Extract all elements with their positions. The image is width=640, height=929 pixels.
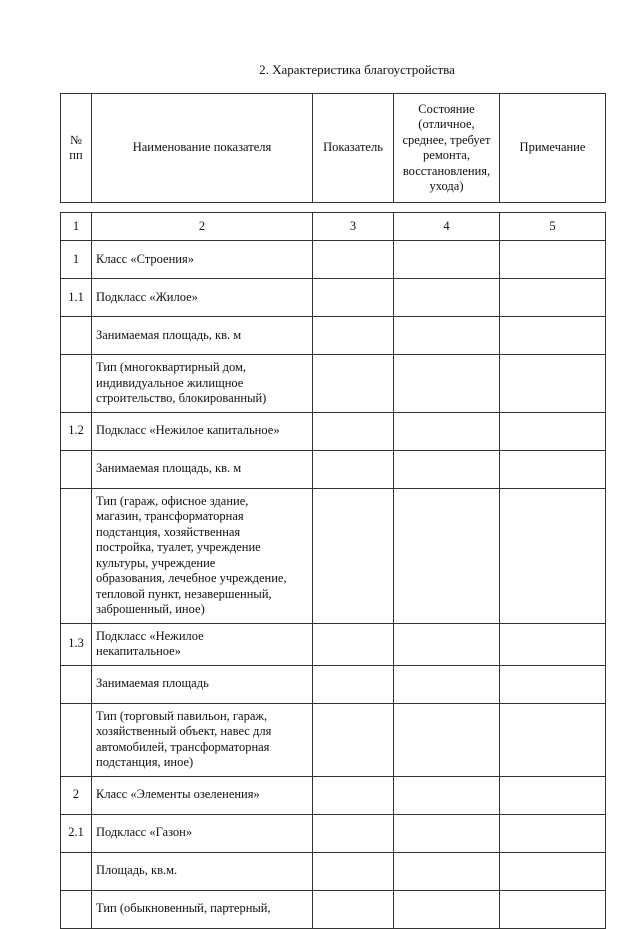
table-row [61, 890, 606, 928]
row-value-cell [313, 279, 394, 317]
row-name-cell: Подкласс «Жилое» [92, 279, 313, 317]
row-number-cell: 2.1 [61, 814, 92, 852]
row-value-cell [313, 488, 394, 623]
row-note-cell [500, 665, 606, 703]
row-state-cell [394, 665, 500, 703]
table-body [61, 213, 606, 929]
row-number-cell [61, 890, 92, 928]
characteristics-table [60, 212, 606, 929]
row-name-cell: Подкласс «Нежилое некапитальное» [92, 623, 313, 665]
column-number-4: 4 [394, 213, 500, 241]
row-name-cell: Подкласс «Газон» [92, 814, 313, 852]
table-row [61, 355, 606, 413]
row-value-cell [313, 241, 394, 279]
row-name-cell: Тип (многоквартирный дом, индивидуальное жилищное строительство, блокированный) [92, 355, 313, 413]
column-number-5: 5 [500, 213, 606, 241]
table-row [61, 665, 606, 703]
row-state-cell [394, 279, 500, 317]
page-title: 2. Характеристика благоустройства [259, 62, 455, 77]
row-name-cell: Подкласс «Нежилое капитальное» [92, 412, 313, 450]
table-row [61, 412, 606, 450]
row-number-cell [61, 355, 92, 413]
row-value-cell [313, 852, 394, 890]
row-note-cell [500, 241, 606, 279]
row-number-cell: 1.1 [61, 279, 92, 317]
header-state-cell: Состояние (отличное, среднее, требует ремонта, восстановления, ухода) [394, 94, 500, 203]
row-note-cell [500, 488, 606, 623]
row-value-cell [313, 703, 394, 776]
table-row [61, 279, 606, 317]
row-value-cell [313, 665, 394, 703]
row-number-cell [61, 450, 92, 488]
row-note-cell [500, 355, 606, 413]
row-value-cell [313, 814, 394, 852]
row-state-cell [394, 355, 500, 413]
table-row [61, 703, 606, 776]
row-name-cell: Класс «Элементы озеленения» [92, 776, 313, 814]
row-note-cell [500, 412, 606, 450]
row-note-cell [500, 852, 606, 890]
header-name-cell: Наименование показателя [92, 94, 313, 203]
row-note-cell [500, 279, 606, 317]
row-value-cell [313, 776, 394, 814]
column-number-1: 1 [61, 213, 92, 241]
row-value-cell [313, 450, 394, 488]
header-number-cell: № пп [61, 94, 92, 203]
row-name-cell: Площадь, кв.м. [92, 852, 313, 890]
row-name-cell: Занимаемая площадь, кв. м [92, 317, 313, 355]
row-number-cell [61, 852, 92, 890]
row-number-cell [61, 488, 92, 623]
row-value-cell [313, 412, 394, 450]
row-value-cell [313, 355, 394, 413]
row-value-cell [313, 317, 394, 355]
row-name-cell: Занимаемая площадь [92, 665, 313, 703]
row-name-cell: Класс «Строения» [92, 241, 313, 279]
row-state-cell [394, 623, 500, 665]
row-note-cell [500, 814, 606, 852]
row-number-cell [61, 665, 92, 703]
row-state-cell [394, 317, 500, 355]
table-row [61, 317, 606, 355]
row-state-cell [394, 488, 500, 623]
header-row [61, 94, 606, 203]
row-note-cell [500, 450, 606, 488]
header-note-cell: Примечание [500, 94, 606, 203]
row-state-cell [394, 450, 500, 488]
row-note-cell [500, 623, 606, 665]
row-name-cell: Тип (гараж, офисное здание, магазин, трансформаторная подстанция, хозяйственная постройка, туалет, учреждение культуры, учреждение образования, лечебное учреждение, тепловой пункт, незавершенный, заброшенный, иное) [92, 488, 313, 623]
row-state-cell [394, 890, 500, 928]
row-value-cell [313, 623, 394, 665]
row-state-cell [394, 776, 500, 814]
table-row [61, 852, 606, 890]
row-number-cell: 1.3 [61, 623, 92, 665]
row-note-cell [500, 776, 606, 814]
row-value-cell [313, 890, 394, 928]
row-number-cell: 1.2 [61, 412, 92, 450]
row-number-cell [61, 317, 92, 355]
row-state-cell [394, 703, 500, 776]
table-row [61, 814, 606, 852]
table-row [61, 776, 606, 814]
header-value-cell: Показатель [313, 94, 394, 203]
row-number-cell [61, 703, 92, 776]
row-state-cell [394, 852, 500, 890]
row-name-cell: Тип (торговый павильон, гараж, хозяйственный объект, навес для автомобилей, трансформаторная подстанция, иное) [92, 703, 313, 776]
row-name-cell: Тип (обыкновенный, партерный, [92, 890, 313, 928]
table-row [61, 450, 606, 488]
table-row [61, 241, 606, 279]
row-state-cell [394, 241, 500, 279]
row-note-cell [500, 890, 606, 928]
row-state-cell [394, 412, 500, 450]
column-number-3: 3 [313, 213, 394, 241]
row-number-cell: 2 [61, 776, 92, 814]
row-number-cell: 1 [61, 241, 92, 279]
table-row [61, 488, 606, 623]
column-number-2: 2 [92, 213, 313, 241]
row-name-cell: Занимаемая площадь, кв. м [92, 450, 313, 488]
row-note-cell [500, 703, 606, 776]
header-table [60, 93, 606, 203]
row-state-cell [394, 814, 500, 852]
table-row [61, 623, 606, 665]
row-note-cell [500, 317, 606, 355]
column-numbering-row [61, 213, 606, 241]
